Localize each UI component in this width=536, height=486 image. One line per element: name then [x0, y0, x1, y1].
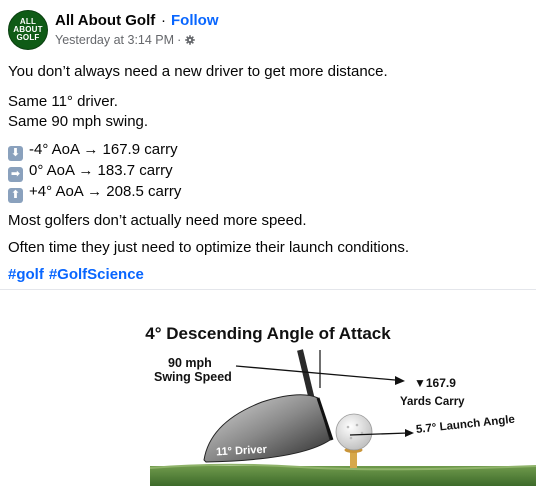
stat-row [8, 161, 528, 182]
golf-ball [336, 414, 372, 450]
launch-arrow-head [405, 429, 414, 437]
ball-dimple [347, 426, 350, 429]
hashtag-link[interactable]: #golf [8, 266, 44, 283]
meta-separator: · [177, 33, 182, 47]
driver-label: 11° Driver [215, 443, 268, 459]
avatar[interactable] [8, 10, 48, 50]
name-separator: · [161, 12, 166, 29]
page-name-link[interactable]: All About Golf [55, 12, 156, 29]
ball-dimple [356, 424, 359, 427]
post-body [8, 62, 528, 285]
swing-speed-label [154, 356, 232, 384]
arrow-right-icon: ➡ [8, 167, 23, 182]
avatar-text-3: GOLF [16, 33, 40, 42]
arrow-up-icon: ⬆ [8, 188, 23, 203]
launch-angle-label: 5.7° Launch Angle [415, 413, 516, 436]
post-text-line: You don’t always need a new driver to get more distance. [8, 63, 388, 80]
carry-value: ▼167.9 [414, 376, 456, 390]
gear-icon[interactable] [185, 35, 195, 45]
image-title: 4° Descending Angle of Attack [145, 324, 391, 343]
stat-text: +4° AoA → 208.5 carry [29, 183, 182, 200]
stat-text: -4° AoA → 167.9 carry [29, 141, 178, 158]
swing-arrow-head [395, 376, 405, 385]
avatar-text-1: ALL [19, 17, 37, 26]
post-header [8, 8, 528, 52]
swing-speed-value: 90 mph [168, 356, 212, 370]
avatar-text-2: ABOUT [13, 25, 43, 34]
club-shaft [300, 350, 312, 400]
arrow-down-icon: ⬇ [8, 146, 23, 161]
timestamp-link[interactable]: Yesterday at 3:14 PM [55, 33, 175, 47]
post-image[interactable] [0, 290, 536, 486]
follow-button[interactable]: Follow [171, 12, 219, 29]
post-text-line: Often time they just need to optimize their launch conditions. [8, 239, 410, 256]
swing-speed-text: Swing Speed [154, 370, 232, 384]
hashtag-link[interactable]: #GolfScience [48, 266, 144, 283]
hashtag-list [8, 265, 528, 285]
post-text-line: Same 90 mph swing. [8, 113, 149, 130]
carry-label: Yards Carry [400, 396, 465, 408]
post-text-line: Same 11° driver. [8, 93, 118, 110]
post-meta [55, 33, 195, 47]
stat-row [8, 182, 528, 203]
stat-text: 0° AoA → 183.7 carry [29, 162, 173, 179]
post-text-line: Most golfers don’t actually need more speed. [8, 212, 307, 229]
stat-row [8, 140, 528, 161]
ball-dimple [350, 437, 353, 440]
swing-path-line [236, 366, 395, 380]
